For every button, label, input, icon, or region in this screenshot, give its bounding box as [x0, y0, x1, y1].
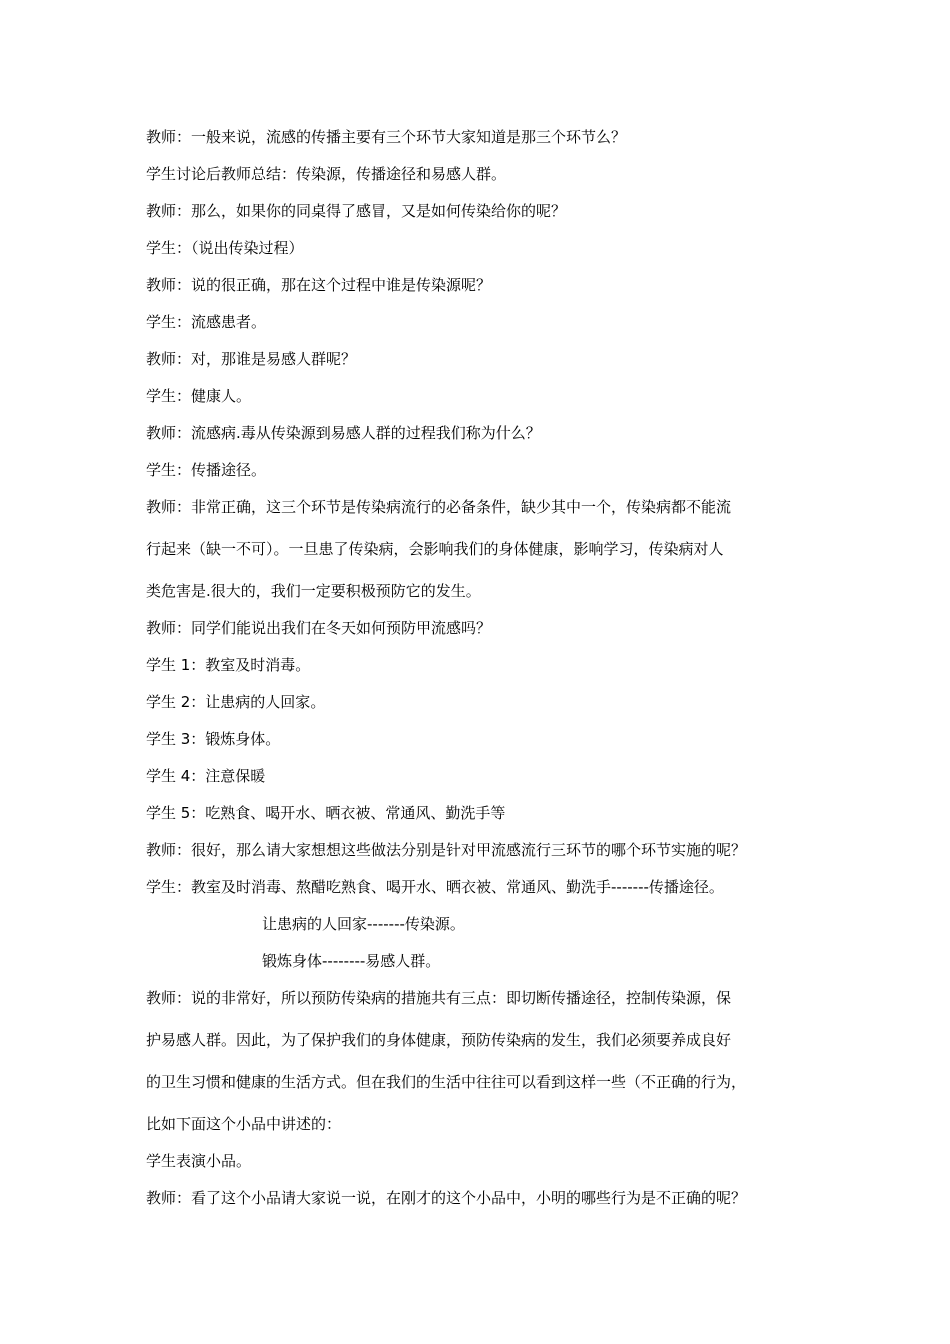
- text-line: 让患病的人回家-------传染源。: [262, 915, 465, 933]
- text-line: 学生讨论后教师总结：传染源，传播途径和易感人群。: [146, 165, 507, 183]
- text-line: 教师：说的非常好，所以预防传染病的措施共有三点：即切断传播途径，控制传染源，保: [146, 989, 732, 1007]
- text-line: 学生 4：注意保暖: [146, 767, 266, 785]
- text-line: 锻炼身体--------易感人群。: [262, 952, 441, 970]
- text-line: 教师：流感病.毒从传染源到易感人群的过程我们称为什么？: [146, 424, 541, 442]
- text-line: 教师：那么，如果你的同桌得了感冒，又是如何传染给你的呢？: [146, 202, 567, 220]
- text-line: 学生 3：锻炼身体。: [146, 730, 281, 748]
- document-page: [146, 125, 818, 1223]
- text-line: 护易感人群。因此，为了保护我们的身体健康，预防传染病的发生，我们必须要养成良好: [146, 1031, 732, 1049]
- text-line: 比如下面这个小品中讲述的：: [146, 1115, 342, 1133]
- text-line: 教师：同学们能说出我们在冬天如何预防甲流感吗？: [146, 619, 492, 637]
- text-line: 学生 5：吃熟食、喝开水、晒衣被、常通风、勤洗手等: [146, 804, 506, 822]
- text-line: 教师：看了这个小品请大家说一说，在刚才的这个小品中，小明的哪些行为是不正确的呢？: [146, 1189, 747, 1207]
- text-line: 行起来（缺一不可）。一旦患了传染病，会影响我们的身体健康，影响学习，传染病对人: [146, 540, 724, 558]
- text-line: 类危害是.很大的，我们一定要积极预防它的发生。: [146, 582, 481, 600]
- text-line: 学生：传播途径。: [146, 461, 267, 479]
- text-line: 学生 2：让患病的人回家。: [146, 693, 326, 711]
- text-line: 学生：（说出传染过程）: [146, 239, 304, 257]
- text-line: 学生：流感患者。: [146, 313, 267, 331]
- text-line: 学生 1：教室及时消毒。: [146, 656, 311, 674]
- text-line: 教师：很好，那么请大家想想这些做法分别是针对甲流感流行三环节的哪个环节实施的呢？: [146, 841, 747, 859]
- text-line: 的卫生习惯和健康的生活方式。但在我们的生活中往往可以看到这样一些（不正确的行为，: [146, 1073, 747, 1091]
- text-line: 教师：非常正确，这三个环节是传染病流行的必备条件，缺少其中一个，传染病都不能流: [146, 498, 732, 516]
- text-line: 学生：教室及时消毒、熬醋吃熟食、喝开水、晒衣被、常通风、勤洗手-------传播途径。: [146, 878, 724, 896]
- text-line: 学生：健康人。: [146, 387, 252, 405]
- text-line: 教师：一般来说，流感的传播主要有三个环节大家知道是那三个环节么？: [146, 128, 627, 146]
- text-line: 教师：对，那谁是易感人群呢？: [146, 350, 357, 368]
- text-line: 学生表演小品。: [146, 1152, 252, 1170]
- text-line: 教师：说的很正确，那在这个过程中谁是传染源呢？: [146, 276, 492, 294]
